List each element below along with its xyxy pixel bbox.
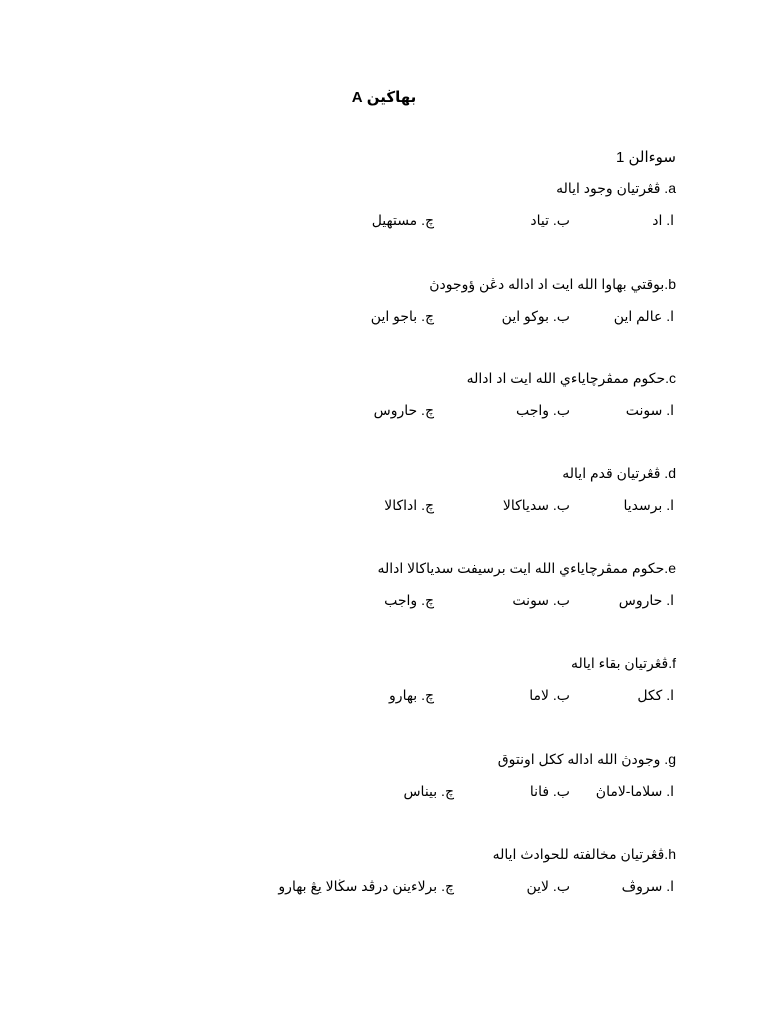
option-b: ب. سدياكالا (502, 497, 570, 513)
option-a: ا. سونت (625, 402, 674, 418)
option-c: چ. حاروس (373, 402, 434, 418)
option-b: ب. لاين (526, 878, 570, 894)
option-b: ب. واجب (515, 402, 570, 418)
question-b: b.بوقتي بهاوا الله ايت اد اداله دڠن ؤوجودڽ (429, 276, 676, 292)
option-a: ا. عالم اين (613, 308, 674, 324)
option-b: ب. بوكو اين (501, 308, 570, 324)
section-heading: سوءالن 1 (615, 149, 676, 166)
question-h: h.ڤڠرتيان مخالفته للحوادث ايال‍ه (492, 846, 676, 862)
question-c: c.حكوم ممڤرچاياءي الله ايت اد اداله (466, 370, 676, 386)
option-b: ب. تياد (530, 212, 570, 228)
option-a: ا. اد (652, 212, 674, 228)
question-e: e.حكوم ممڤرچاياءي الله ايت برسيفت سدياكالا اداله (377, 560, 676, 576)
option-a: ا. حاروس (618, 592, 674, 608)
page-title: بهاڬين A (351, 89, 417, 106)
option-a: ا. برسديا (623, 497, 674, 513)
question-f: f.ڤڠرتيان بقاء ايال‍ه (570, 655, 676, 671)
option-a: ا. سلاما-لاماڽ (595, 783, 674, 799)
option-c: چ. بيناس (403, 783, 454, 799)
option-c: چ. برلاءينن درڤد سڬالا يڠ بهارو (278, 878, 454, 894)
option-b: ب. سونت (512, 592, 570, 608)
question-g: g. وجودڽ الله اداله ككل اونتوق (497, 751, 676, 767)
option-c: چ. اداكالا (384, 497, 434, 513)
option-b: ب. لاما (529, 687, 570, 703)
question-d: d. ڤڠرتيان قدم ايال‍ه (562, 465, 676, 481)
option-c: چ. بهارو (389, 687, 434, 703)
option-c: چ. باجو اين (370, 308, 434, 324)
question-a: a. ڤڠرتيان وجود اياله (556, 180, 676, 196)
option-a: ا. ككل (637, 687, 674, 703)
option-a: ا. سروڤ (621, 878, 674, 894)
option-c: چ. واجب (384, 592, 434, 608)
option-c: چ. مستهيل (371, 212, 434, 228)
option-b: ب. فانا (529, 783, 570, 799)
